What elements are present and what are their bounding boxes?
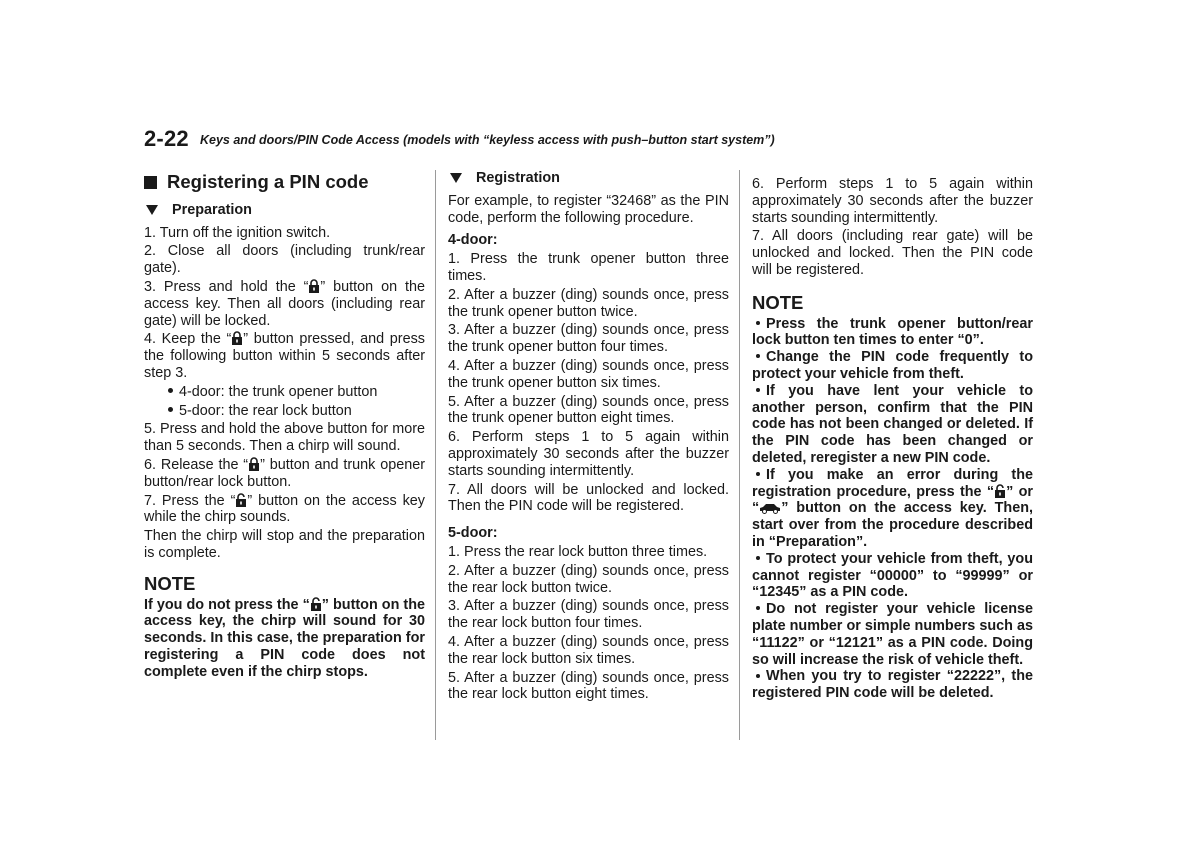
column-divider <box>739 170 740 740</box>
subheading-5-door: 5-door: <box>448 525 498 542</box>
triangle-bullet-icon <box>146 205 158 215</box>
triangle-bullet-icon <box>450 173 462 183</box>
note-heading: NOTE <box>144 572 196 594</box>
note-item: If you make an error during the registration procedure, press the “ ” or “ ” button on the access key. Then, start over from the procedure described in “Preparation”. <box>752 466 1033 550</box>
step: 3. Press and hold the “ ” button on the access key. Then all doors (including rear gate) will be locked. <box>144 278 426 329</box>
bullet-dot-icon <box>756 388 760 392</box>
paragraph: Then the chirp will stop and the preparation is complete. <box>144 528 425 561</box>
step: 7. Press the “ ” button on the access key while the chirp sounds. <box>144 492 426 526</box>
bullet-dot-icon <box>756 321 760 325</box>
car-icon <box>759 502 781 514</box>
bullet-dot-icon <box>168 407 173 412</box>
bullet-dot-icon <box>756 674 760 678</box>
step: 4. Keep the “ ” button pressed, and press the following button within 5 seconds after step 3. <box>144 331 425 381</box>
section-heading: Registering a PIN code <box>144 174 425 191</box>
note-text: If you do not press the “ ” button on the access key, the chirp will sound for 30 seconds. In this case, the preparation for registering a PIN code does not complete even if the chirp stops. <box>144 596 425 680</box>
padlock-icon <box>231 331 243 345</box>
list-item: 4-door: the trunk opener button <box>144 384 425 401</box>
paragraph: For example, to register “32468” as the PIN code, perform the following procedure. <box>448 192 729 226</box>
page-header <box>144 124 1032 154</box>
square-bullet-icon <box>144 176 157 189</box>
bullet-dot-icon <box>756 472 760 476</box>
column-1 <box>144 168 425 681</box>
column-divider <box>435 170 436 740</box>
page-number: 2-22 <box>144 126 189 151</box>
step: 5. After a buzzer (ding) sounds once, press the rear lock button eight times. <box>448 669 729 703</box>
open-padlock-icon <box>235 493 247 507</box>
section-title: Keys and doors/PIN Code Access (models with “keyless access with push–button start system”) <box>200 133 775 147</box>
note-item: Do not register your vehicle license plate number or simple numbers such as “11122” or “12121” as a PIN code. Doing so will increase the risk of vehicle theft. <box>752 601 1033 668</box>
step: 4. After a buzzer (ding) sounds once, press the trunk opener button six times. <box>448 357 729 391</box>
step: 6. Release the “ ” button and trunk opener button/rear lock button. <box>144 456 425 490</box>
note-heading: NOTE <box>752 291 804 313</box>
step: 5. Press and hold the above button for more than 5 seconds. Then a chirp will sound. <box>144 421 425 455</box>
step: 4. After a buzzer (ding) sounds once, press the rear lock button six times. <box>448 633 729 667</box>
step: 2. After a buzzer (ding) sounds once, press the rear lock button twice. <box>448 562 729 596</box>
padlock-icon <box>308 279 320 293</box>
note-item: To protect your vehicle from theft, you cannot register “00000” to “99999” or “12345” as a PIN code. <box>752 550 1033 601</box>
note-item: Press the trunk opener button/rear lock button ten times to enter “0”. <box>752 315 1033 349</box>
subheading-4-door: 4-door: <box>448 232 498 249</box>
step: 6. Perform steps 1 to 5 again within approximately 30 seconds after the buzzer starts sounding intermittently. <box>448 429 729 479</box>
step: 1. Turn off the ignition switch. <box>144 224 331 241</box>
step: 2. After a buzzer (ding) sounds once, press the trunk opener button twice. <box>448 286 729 320</box>
padlock-icon <box>248 457 260 471</box>
note-item: If you have lent your vehicle to another person, confirm that the PIN code has not been changed or deleted. If the PIN code has been changed or deleted, reregister a new PIN code. <box>752 382 1033 466</box>
subheading-preparation: Preparation <box>144 202 425 219</box>
bullet-dot-icon <box>756 354 760 358</box>
bullet-dot-icon <box>756 556 760 560</box>
open-padlock-icon <box>994 484 1006 498</box>
step: 7. All doors will be unlocked and locked. Then the PIN code will be registered. <box>448 481 729 515</box>
note-item: Change the PIN code frequently to protect your vehicle from theft. <box>752 349 1033 382</box>
note-item: When you try to register “22222”, the registered PIN code will be deleted. <box>752 668 1033 702</box>
bullet-dot-icon <box>756 606 760 610</box>
step: 5. After a buzzer (ding) sounds once, press the trunk opener button eight times. <box>448 393 729 427</box>
column-3 <box>752 176 1033 702</box>
subheading-registration: Registration <box>448 170 729 187</box>
step: 1. Press the rear lock button three times. <box>448 543 708 560</box>
step: 1. Press the trunk opener button three times. <box>448 251 729 284</box>
step: 3. After a buzzer (ding) sounds once, press the trunk opener button four times. <box>448 322 729 356</box>
column-2 <box>448 168 729 705</box>
step: 3. After a buzzer (ding) sounds once, press the rear lock button four times. <box>448 598 729 632</box>
bullet-dot-icon <box>168 388 173 393</box>
open-padlock-icon <box>310 597 322 611</box>
list-item: 5-door: the rear lock button <box>144 403 425 420</box>
step: 2. Close all doors (including trunk/rear gate). <box>144 243 425 277</box>
step: 7. All doors (including rear gate) will be unlocked and locked. Then the PIN code will be registered. <box>752 228 1033 278</box>
step: 6. Perform steps 1 to 5 again within approximately 30 seconds after the buzzer starts sounding intermittently. <box>752 176 1033 226</box>
